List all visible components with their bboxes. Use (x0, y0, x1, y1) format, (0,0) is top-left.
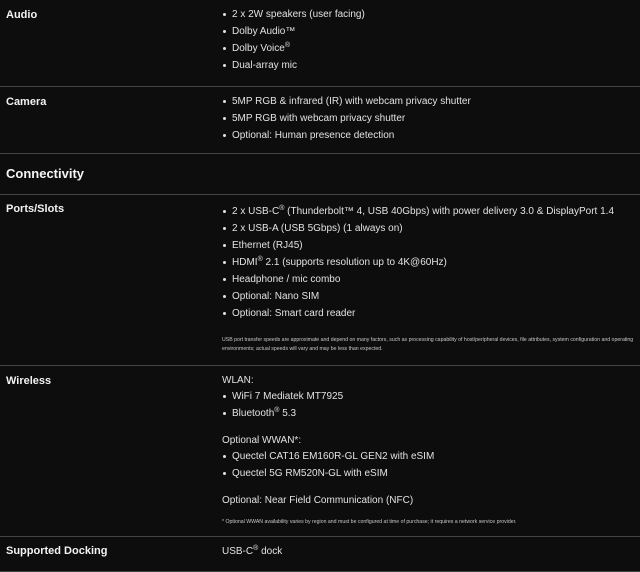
registered-mark: ® (279, 205, 285, 212)
list-item: Quectel 5G RM520N-GL with eSIM (222, 465, 516, 482)
footnote-line: USB port transfer speeds are approximate and depend on many factors, such as processing capability of host/peripheral devices, file attributes, system configuration and operating (222, 337, 634, 343)
camera-list (222, 93, 471, 144)
list-item (222, 203, 633, 220)
docking-text: USB-C (222, 546, 254, 557)
list-item: Optional: Human presence detection (222, 127, 471, 144)
list-item: Headphone / mic combo (222, 271, 633, 288)
wwan-title: Optional WWAN*: (222, 435, 302, 446)
ports-list (222, 203, 633, 354)
docking-label: Supported Docking (6, 545, 108, 557)
list-item-text: HDMI (232, 257, 258, 268)
list-item: Dolby Audio™ (222, 23, 365, 40)
section-title: Connectivity (6, 166, 85, 181)
ports-label: Ports/Slots (6, 203, 65, 215)
ports-row (0, 195, 640, 366)
list-item: Optional: Smart card reader (222, 305, 633, 322)
list-item: Ethernet (RJ45) (222, 237, 633, 254)
docking-row (0, 537, 640, 572)
nfc-option: Optional: Near Field Communication (NFC) (222, 495, 414, 506)
wireless-content (222, 374, 516, 527)
list-item: 5MP RGB & infrared (IR) with webcam privacy shutter (222, 93, 471, 110)
list-item: Dual-array mic (222, 57, 365, 74)
list-item: Optional: Nano SIM (222, 288, 633, 305)
registered-mark: ® (257, 256, 263, 263)
list-item (222, 40, 365, 57)
registered-mark: ® (274, 407, 280, 414)
wireless-row (0, 366, 640, 537)
list-item-text: Dolby Voice (232, 43, 285, 54)
registered-mark: ® (253, 545, 259, 552)
docking-value (222, 546, 282, 557)
wlan-title: WLAN: (222, 375, 254, 386)
ports-footnote (222, 336, 633, 354)
list-item-text: (Thunderbolt™ 4, USB 40Gbps) with power delivery 3.0 & DisplayPort 1.4 (284, 206, 615, 217)
list-item (222, 405, 516, 422)
wireless-label: Wireless (6, 375, 52, 387)
list-item: 2 x 2W speakers (user facing) (222, 6, 365, 23)
connectivity-section-header (0, 154, 640, 195)
audio-label: Audio (6, 9, 38, 21)
list-item: 5MP RGB with webcam privacy shutter (222, 110, 471, 127)
list-item: Quectel CAT16 EM160R-GL GEN2 with eSIM (222, 448, 516, 465)
list-item-text: Bluetooth (232, 408, 275, 419)
list-item-text: 5.3 (279, 408, 297, 419)
registered-mark: ® (284, 42, 290, 49)
list-item (222, 254, 633, 271)
camera-label: Camera (6, 96, 47, 108)
audio-row (0, 0, 640, 87)
list-item: WiFi 7 Mediatek MT7925 (222, 388, 516, 405)
docking-text: dock (258, 546, 283, 557)
wwan-footnote: * Optional WWAN availability varies by region and must be configured at time of purchase; it requires a network service provider. (222, 519, 517, 525)
list-item-text: 2.1 (supports resolution up to 4K@60Hz) (262, 257, 447, 268)
footnote-line: environments; actual speeds will vary and may be less than expected. (222, 346, 383, 352)
audio-list (222, 6, 365, 74)
list-item-text: 2 x USB-C (232, 206, 280, 217)
camera-row (0, 87, 640, 154)
list-item: 2 x USB-A (USB 5Gbps) (1 always on) (222, 220, 633, 237)
